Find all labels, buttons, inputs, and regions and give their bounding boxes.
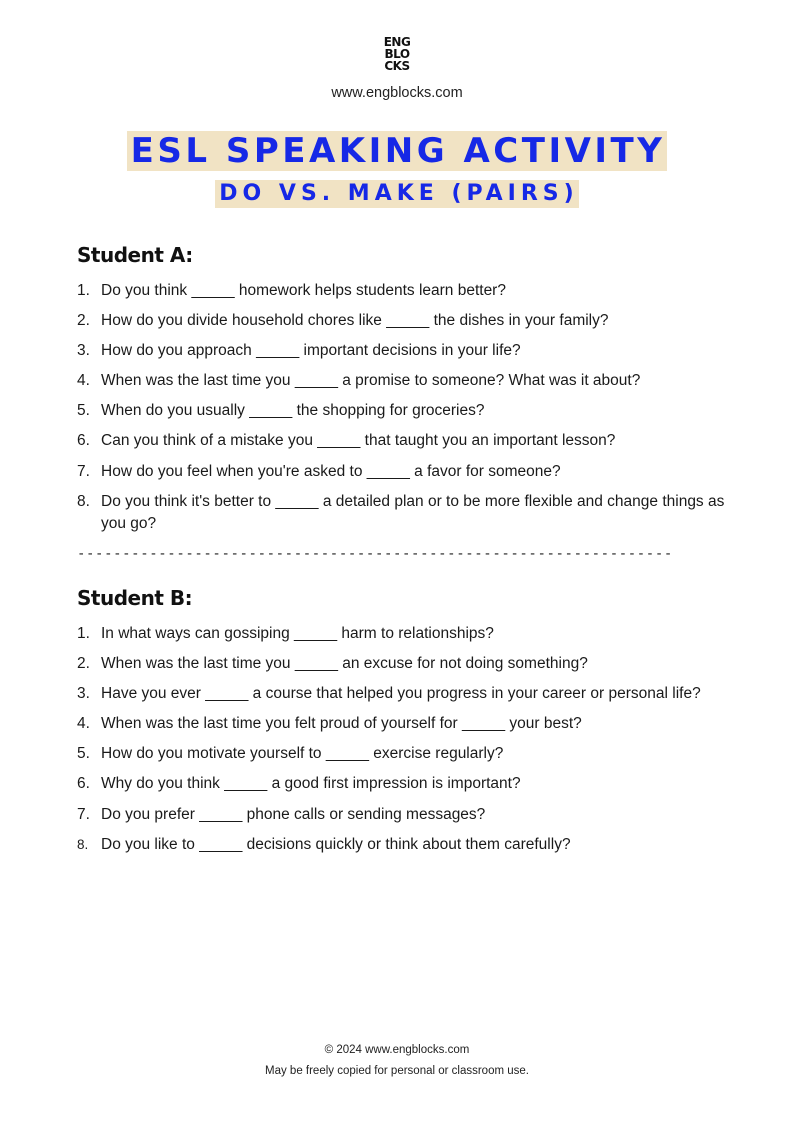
section-divider: ------------------------------------------------------------------ xyxy=(77,546,673,562)
question-text: Do you think it's better to _____ a detailed plan or to be more flexible and change things as you go? xyxy=(101,492,725,533)
question-number: 4. xyxy=(77,372,90,390)
question-text: When do you usually _____ the shopping for groceries? xyxy=(101,402,485,420)
question-text: When was the last time you felt proud of yourself for _____ your best? xyxy=(101,715,582,733)
student-a-question xyxy=(77,310,727,333)
question-text: When was the last time you _____ a promise to someone? What was it about? xyxy=(101,372,641,390)
student-b-question xyxy=(77,683,727,706)
question-number: 1. xyxy=(77,625,90,642)
question-number: 5. xyxy=(77,402,90,420)
footer-copyright: © 2024 www.engblocks.com xyxy=(324,1044,470,1056)
question-number: 2. xyxy=(77,312,90,330)
question-text: How do you motivate yourself to _____ exercise regularly? xyxy=(101,745,504,763)
question-number: 7. xyxy=(77,805,90,823)
student-b-question xyxy=(77,834,727,857)
student-b-question xyxy=(77,804,727,827)
student-a-question xyxy=(77,370,727,393)
question-number: 5. xyxy=(77,745,90,763)
subtitle-block xyxy=(0,180,794,208)
student-a-question xyxy=(77,461,727,484)
question-text: Can you think of a mistake you _____ that taught you an important lesson? xyxy=(101,432,616,450)
student-a-question xyxy=(77,340,727,363)
question-number: 2. xyxy=(77,655,90,673)
question-number: 8. xyxy=(77,492,90,510)
student-b-heading: Student B: xyxy=(77,586,193,610)
question-number: 7. xyxy=(77,462,90,480)
question-text: How do you feel when you're asked to _____ a favor for someone? xyxy=(101,462,561,480)
student-b-question xyxy=(77,743,727,766)
question-text: Why do you think _____ a good first impression is important? xyxy=(101,775,521,793)
student-b-question xyxy=(77,653,727,676)
site-url: www.engblocks.com xyxy=(331,85,463,101)
question-number: 3. xyxy=(77,342,90,360)
question-text: How do you approach _____ important decisions in your life? xyxy=(101,342,521,360)
student-a-question xyxy=(77,491,727,536)
page-subtitle: DO VS. MAKE (PAIRS) xyxy=(215,180,578,208)
engblocks-logo xyxy=(0,36,794,72)
footer-license: May be freely copied for personal or classroom use. xyxy=(265,1065,529,1077)
question-text: Do you think _____ homework helps students learn better? xyxy=(101,282,506,299)
question-number: 6. xyxy=(77,432,90,450)
question-number: 1. xyxy=(77,282,90,299)
logo-line-2: BLO xyxy=(384,47,410,61)
question-text: When was the last time you _____ an excuse for not doing something? xyxy=(101,655,588,673)
student-b-question xyxy=(77,623,727,646)
question-number: 3. xyxy=(77,685,90,703)
student-a-question-list xyxy=(77,280,727,543)
question-number: 8. xyxy=(77,836,89,852)
student-b-question xyxy=(77,713,727,736)
student-a-heading: Student A: xyxy=(77,243,193,267)
student-a-question xyxy=(77,430,727,453)
question-text: Do you prefer _____ phone calls or sending messages? xyxy=(101,805,486,823)
logo-line-1: ENG xyxy=(383,35,411,49)
question-text: In what ways can gossiping _____ harm to relationships? xyxy=(101,625,494,642)
student-b-question xyxy=(77,773,727,796)
page-title: ESL SPEAKING ACTIVITY xyxy=(127,131,668,171)
student-b-question-list xyxy=(77,623,727,864)
question-number: 4. xyxy=(77,715,90,733)
student-a-question xyxy=(77,400,727,423)
logo-line-3: CKS xyxy=(384,59,410,73)
question-text: Have you ever _____ a course that helped you progress in your career or personal life? xyxy=(101,685,701,703)
question-text: Do you like to _____ decisions quickly or think about them carefully? xyxy=(101,835,571,853)
question-text: How do you divide household chores like _____ the dishes in your family? xyxy=(101,312,609,330)
student-a-question xyxy=(77,280,727,303)
title-block xyxy=(0,131,794,171)
question-number: 6. xyxy=(77,775,90,793)
